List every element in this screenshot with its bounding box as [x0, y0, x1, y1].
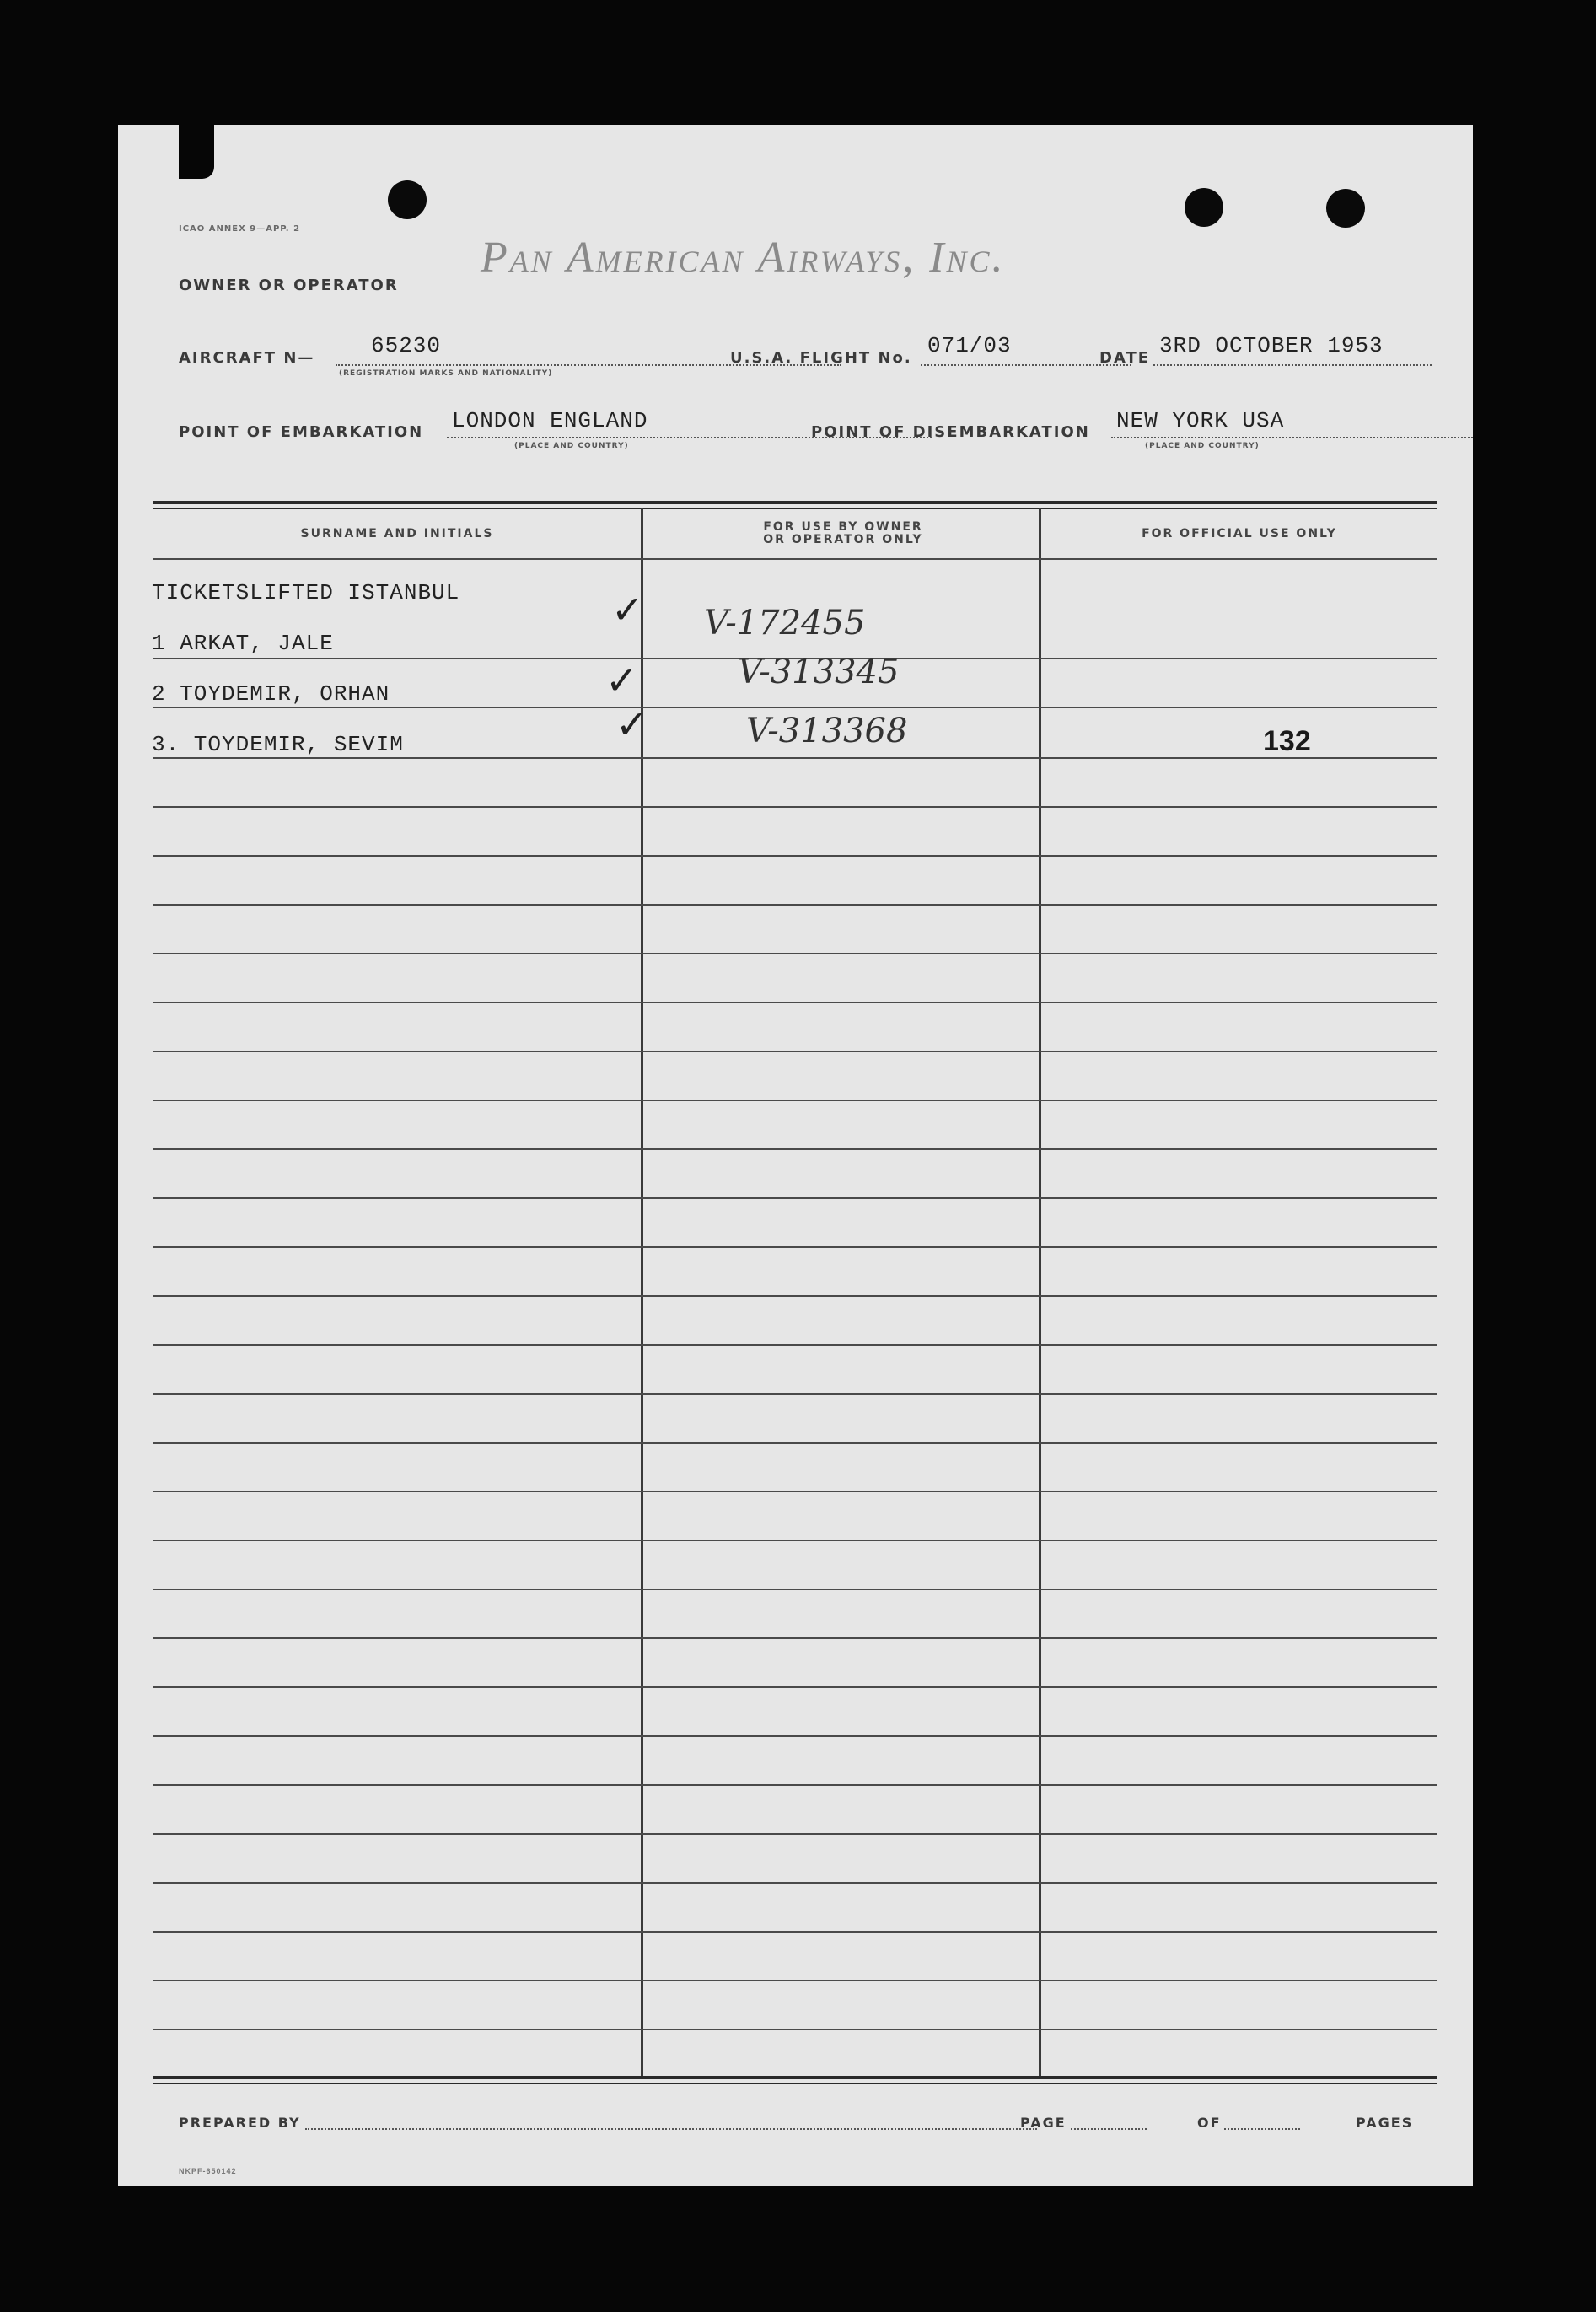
row-rule	[153, 806, 1437, 808]
punch-hole-right-2	[1326, 189, 1365, 228]
disembarkation-line	[1111, 437, 1473, 438]
row-rule	[153, 1002, 1437, 1003]
row-rule	[153, 1784, 1437, 1786]
header-bottom-rule	[153, 558, 1437, 560]
row-rule	[153, 1735, 1437, 1737]
date-value: 3RD OCTOBER 1953	[1159, 333, 1384, 358]
row-rule	[153, 1197, 1437, 1199]
of-label: OF	[1197, 2115, 1222, 2131]
flight-label: U.S.A. FLIGHT No.	[730, 349, 912, 367]
row-rule	[153, 904, 1437, 906]
row-rule	[153, 1051, 1437, 1052]
surname-column-header: SURNAME AND INITIALS	[300, 527, 494, 540]
row-rule	[153, 1589, 1437, 1590]
column-divider-2	[1039, 508, 1041, 2077]
page-label: PAGE	[1020, 2115, 1067, 2131]
owner-operator-label: OWNER OR OPERATOR	[179, 277, 399, 294]
date-line	[1153, 364, 1432, 366]
official-entry-3: 132	[1263, 725, 1311, 757]
embarkation-sublabel: (PLACE AND COUNTRY)	[514, 442, 629, 450]
ticket-note: TICKETSLIFTED ISTANBUL	[152, 580, 460, 605]
passenger-name-1: 1 ARKAT, JALE	[152, 631, 334, 656]
table-top-rule-inner	[153, 508, 1437, 509]
row-rule	[153, 757, 1437, 759]
embarkation-value: LONDON ENGLAND	[452, 408, 648, 433]
page-line	[1071, 2128, 1147, 2130]
row-rule	[153, 1246, 1437, 1248]
punch-hole-right-1	[1185, 188, 1223, 227]
row-rule	[153, 1393, 1437, 1395]
row-rule	[153, 1637, 1437, 1639]
aircraft-value: 65230	[371, 333, 442, 358]
row-rule	[153, 1295, 1437, 1297]
prepared-by-line	[305, 2128, 1037, 2130]
passenger-name-2: 2 TOYDEMIR, ORHAN	[152, 681, 390, 707]
row-rule	[153, 1344, 1437, 1346]
row-rule	[153, 1980, 1437, 1981]
row-rule	[153, 1686, 1437, 1688]
company-name: Pan American Airways, Inc.	[481, 234, 1006, 282]
row-rule	[153, 1442, 1437, 1444]
checkmark-3: ✓	[615, 702, 648, 747]
annex-reference: ICAO ANNEX 9—APP. 2	[179, 224, 301, 234]
row-rule	[153, 707, 1437, 708]
form-code: NKPF-650142	[179, 2167, 237, 2175]
punch-hole-left	[388, 180, 427, 219]
operator-column-header: FOR USE BY OWNER OR OPERATOR ONLY	[763, 520, 923, 546]
disembarkation-label: POINT OF DISEMBARKATION	[811, 423, 1090, 441]
row-rule	[153, 855, 1437, 857]
ticket-number-1: V-172455	[704, 604, 866, 643]
passenger-name-3: 3. TOYDEMIR, SEVIM	[152, 732, 404, 757]
row-rule	[153, 1100, 1437, 1101]
embarkation-label: POINT OF EMBARKATION	[179, 423, 424, 441]
ticket-number-2: V-313345	[738, 653, 900, 691]
checkmark-1: ✓	[611, 587, 644, 632]
row-rule	[153, 1491, 1437, 1492]
aircraft-sublabel: (REGISTRATION MARKS AND NATIONALITY)	[339, 369, 553, 378]
row-rule	[153, 2029, 1437, 2030]
aircraft-label: AIRCRAFT N—	[179, 349, 315, 367]
official-column-header: FOR OFFICIAL USE ONLY	[1142, 527, 1337, 540]
pages-label: PAGES	[1356, 2115, 1414, 2131]
table-bottom-rule-inner	[153, 2083, 1437, 2084]
table-bottom-rule	[153, 2076, 1437, 2079]
row-rule	[153, 1833, 1437, 1835]
row-rule	[153, 953, 1437, 954]
of-line	[1224, 2128, 1300, 2130]
disembarkation-sublabel: (PLACE AND COUNTRY)	[1145, 442, 1260, 450]
prepared-by-label: PREPARED BY	[179, 2115, 301, 2131]
row-rule	[153, 1540, 1437, 1541]
row-rule	[153, 1148, 1437, 1150]
ticket-number-3: V-313368	[746, 712, 908, 750]
manifest-sheet	[118, 125, 1473, 2186]
date-label: DATE	[1099, 349, 1151, 367]
row-rule	[153, 1931, 1437, 1933]
checkmark-2: ✓	[605, 658, 638, 703]
row-rule	[153, 1882, 1437, 1884]
disembarkation-value: NEW YORK USA	[1116, 408, 1285, 433]
torn-corner	[179, 125, 214, 179]
flight-value: 071/03	[927, 333, 1012, 358]
table-top-rule	[153, 501, 1437, 504]
